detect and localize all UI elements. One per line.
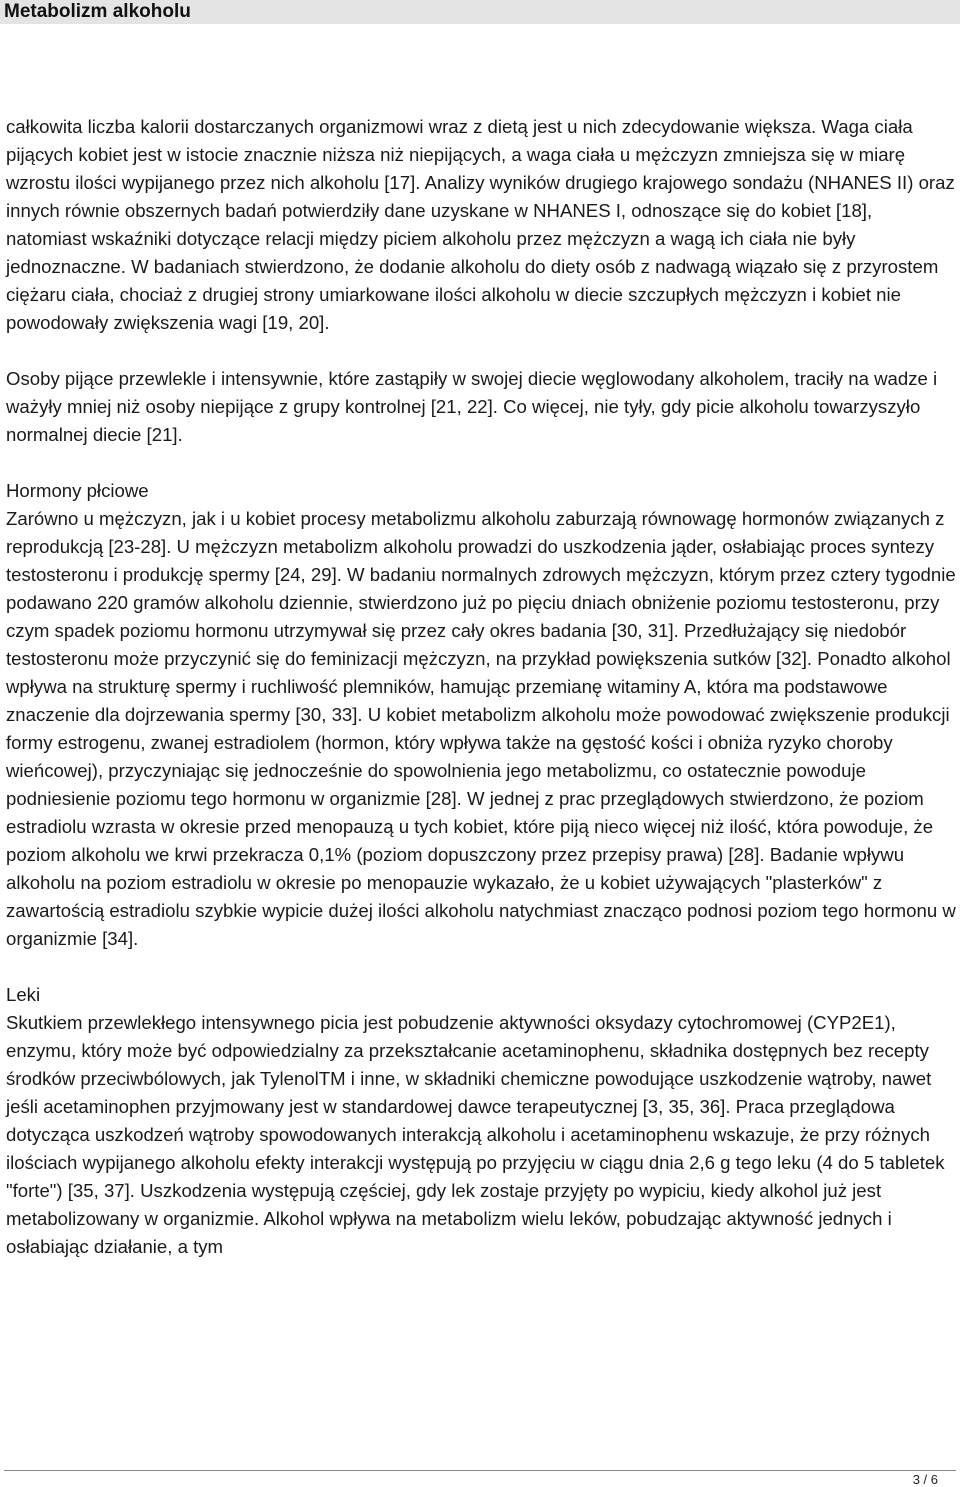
section-drugs [6,981,956,1261]
footer-divider [4,1470,956,1471]
section-text-hormones: Zarówno u mężczyzn, jak i u kobiet procesy metabolizmu alkoholu zaburzają równowagę hormonów związanych z reprodukcją [23-28]. U mężczyzn metabolizm alkoholu prowadzi do uszkodzenia jąder, osłabiając proces syntezy testosteronu i produkcję spermy [24, 29]. W badaniu normalnych zdrowych mężczyzn, którym przez cztery tygodnie podawano 220 gramów alkoholu dziennie, stwierdzono już po pięciu dniach obniżenie poziomu testosteronu, przy czym spadek poziomu hormonu utrzymywał się przez cały okres badania [30, 31]. Przedłużający się niedobór testosteronu może przyczynić się do feminizacji mężczyzn, na przykład powiększenia sutków [32]. Ponadto alkohol wpływa na strukturę spermy i ruchliwość plemników, hamując przemianę witaminy A, która ma podstawowe znaczenie dla dojrzewania spermy [30, 33]. U kobiet metabolizm alkoholu może powodować zwiększenie produkcji formy estrogenu, zwanej estradiolem (hormon, który wpływa także na gęstość kości i obniża ryzyko choroby wieńcowej), przyczyniając się jednocześnie do spowolnienia jego metabolizmu, co ostatecznie powoduje podniesienie poziomu tego hormonu w organizmie [28]. W jednej z prac przeglądowych stwierdzono, że poziom estradiolu wzrasta w okresie przed menopauzą u tych kobiet, które piją nieco więcej niż ilość, która powoduje, że poziom alkoholu we krwi przekracza 0,1% (poziom dopuszczony przez przepisy prawa) [28]. Badanie wpływu alkoholu na poziom estradiolu w okresie po menopauzie wykazało, że u kobiet używających "plasterków" z zawartością estradiolu szybkie wypicie dużej ilości alkoholu natychmiast znacząco podnosi poziom tego hormonu w organizmie [34]. [6,508,956,949]
document-body [6,113,956,1261]
section-sex-hormones [6,477,956,953]
section-heading-hormones: Hormony płciowe [6,480,149,501]
body-paragraph-1: całkowita liczba kalorii dostarczanych organizmowi wraz z dietą jest u nich zdecydowanie większa. Waga ciała pijących kobiet jest w istocie znacznie niższa niż niepijących, a waga ciała u mężczyzn zmniejsza się w miarę wzrostu ilości wypijanego przez nich alkoholu [17]. Analizy wyników drugiego krajowego sondażu (NHANES II) oraz innych równie obszernych badań potwierdziły dane uzyskane w NHANES I, odnoszące się do kobiet [18], natomiast wskaźniki dotyczące relacji między piciem alkoholu przez mężczyzn a wagą ich ciała nie były jednoznaczne. W badaniach stwierdzono, że dodanie alkoholu do diety osób z nadwagą wiązało się z przyrostem ciężaru ciała, chociaż z drugiej strony umiarkowane ilości alkoholu w diecie szczupłych mężczyzn i kobiet nie powodowały zwiększenia wagi [19, 20]. [6,116,955,333]
section-heading-drugs: Leki [6,984,41,1005]
body-paragraph-2: Osoby pijące przewlekle i intensywnie, które zastąpiły w swojej diecie węglowodany alkoholem, traciły na wadze i ważyły mniej niż osoby niepijące z grupy kontrolnej [21, 22]. Co więcej, nie tyły, gdy picie alkoholu towarzyszyło normalnej diecie [21]. [6,368,938,445]
document-title: Metabolizm alkoholu [4,1,191,22]
document-header [0,0,960,24]
section-text-drugs: Skutkiem przewlekłego intensywnego picia jest pobudzenie aktywności oksydazy cytochromowej (CYP2E1), enzymu, który może być odpowiedzialny za przekształcanie acetaminophenu, składnika dostępnych bez recepty środków przeciwbólowych, jak TylenolTM i inne, w składniki chemiczne powodujące uszkodzenie wątroby, nawet jeśli acetaminophen przyjmowany jest w standardowej dawce terapeutycznej [3, 35, 36]. Praca przeglądowa dotycząca uszkodzeń wątroby spowodowanych interakcją alkoholu i acetaminophenu wskazuje, że przy różnych ilościach wypijanego alkoholu efekty interakcji występują po przyjęciu w ciągu dnia 2,6 g tego leku (4 do 5 tabletek "forte") [35, 37]. Uszkodzenia występują częściej, gdy lek zostaje przyjęty po wypiciu, kiedy alkohol już jest metabolizowany w organizmie. Alkohol wpływa na metabolizm wielu leków, pobudzając aktywność jednych i osłabiając działanie, a tym [6,1012,945,1257]
page-number: 3 / 6 [912,1472,938,1487]
